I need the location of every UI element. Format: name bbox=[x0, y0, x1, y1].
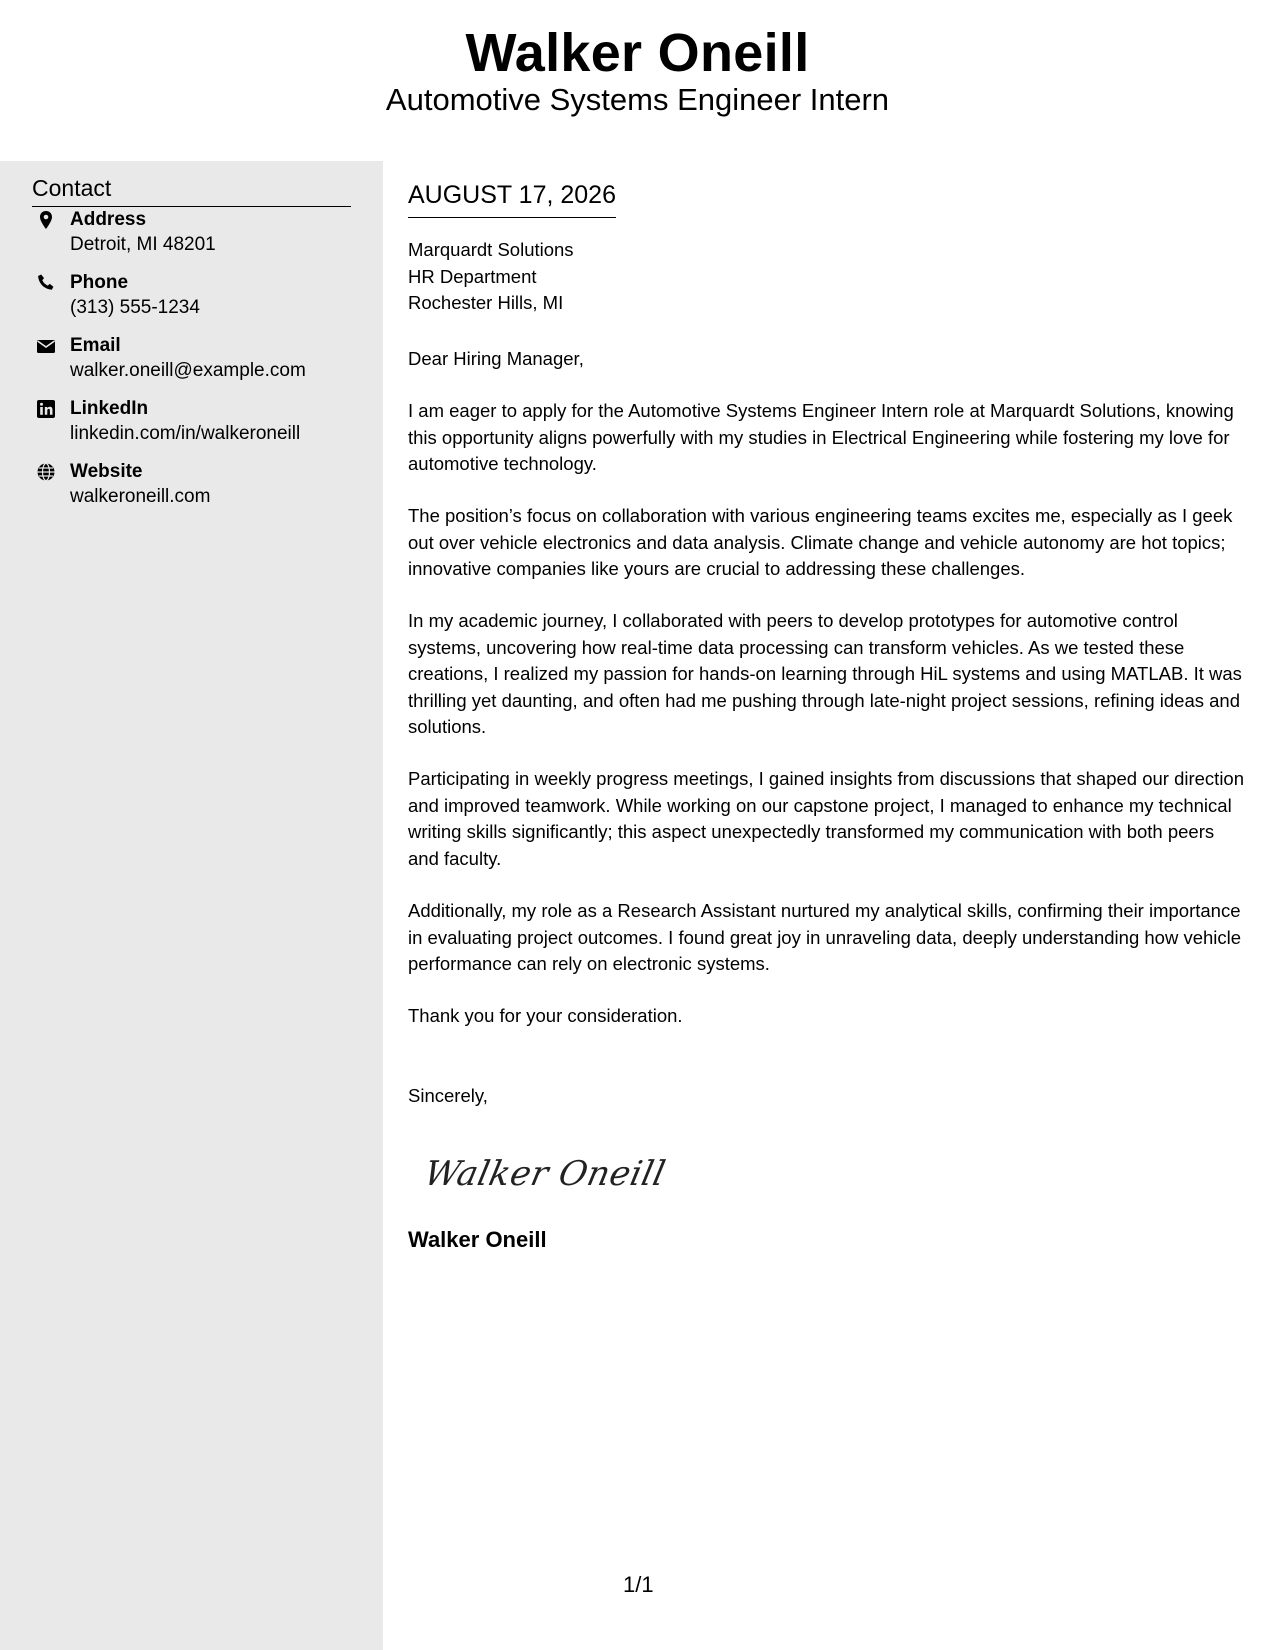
paragraph: The position’s focus on collaboration with various engineering teams excites me, especially as I geek out over vehicle electronics and data analysis. Climate change and vehicle autonomy are hot topics; innovative companies like yours are crucial to addressing these challenges. bbox=[408, 505, 1233, 579]
contact-value[interactable]: walkeroneill.com bbox=[70, 486, 211, 507]
map-pin-icon bbox=[36, 210, 56, 230]
recipient-line: Marquardt Solutions bbox=[408, 239, 574, 260]
salutation: Dear Hiring Manager, bbox=[408, 348, 584, 369]
contact-value: Detroit, MI 48201 bbox=[70, 234, 216, 255]
closing: Sincerely, bbox=[408, 1085, 488, 1106]
letter-header bbox=[0, 0, 1275, 160]
recipient-block bbox=[408, 237, 574, 317]
contact-label: Website bbox=[70, 461, 143, 482]
letter-date: AUGUST 17, 2026 bbox=[408, 181, 616, 218]
contact-value: (313) 555-1234 bbox=[70, 297, 200, 318]
svg-text:Walker Oneill: Walker Oneill bbox=[428, 1154, 668, 1194]
paragraph: In my academic journey, I collaborated with peers to develop prototypes for automotive control systems, uncovering how real-time data processing can transform vehicles. As we tested these creations, I realized my passion for hands-on learning through HiL systems and using MATLAB. It was thrilling yet daunting, and often had me pushing through late-night project sessions, refining ideas and solutions. bbox=[408, 610, 1242, 737]
handwritten-signature bbox=[428, 1141, 668, 1201]
recipient-line: Rochester Hills, MI bbox=[408, 292, 564, 313]
applicant-role: Automotive Systems Engineer Intern bbox=[385, 82, 890, 117]
signed-name: Walker Oneill bbox=[408, 1227, 547, 1252]
paragraph: I am eager to apply for the Automotive Systems Engineer Intern role at Marquardt Solutions, knowing this opportunity aligns powerfully with my studies in Electrical Engineering while fostering my love for automotive technology. bbox=[408, 400, 1234, 474]
paragraph: Participating in weekly progress meetings, I gained insights from discussions that shaped our direction and improved teamwork. While working on our capstone project, I managed to enhance my technical writing skills significantly; this aspect unexpectedly transformed my communication with both peers and faculty. bbox=[408, 768, 1245, 869]
recipient-line: HR Department bbox=[408, 265, 537, 287]
contact-label: Phone bbox=[70, 272, 129, 293]
contact-value: walker.oneill@example.com bbox=[70, 360, 306, 381]
contact-value[interactable]: linkedin.com/in/walkeroneill bbox=[70, 423, 301, 444]
linkedin-icon bbox=[36, 399, 56, 419]
phone-icon bbox=[36, 273, 56, 293]
contact-label: LinkedIn bbox=[70, 398, 149, 419]
contact-sidebar bbox=[0, 161, 383, 1650]
paragraph: Thank you for your consideration. bbox=[408, 1005, 683, 1026]
applicant-name: Walker Oneill bbox=[465, 23, 810, 83]
paragraph: Additionally, my role as a Research Assistant nurtured my analytical skills, confirming their importance in evaluating project outcomes. I found great joy in unraveling data, deeply understanding how vehicle performance can rely on electronic systems. bbox=[408, 900, 1242, 974]
envelope-icon bbox=[36, 336, 56, 356]
contact-heading: Contact bbox=[32, 175, 351, 207]
contact-label: Address bbox=[70, 209, 147, 230]
contact-label: Email bbox=[70, 335, 121, 356]
page-number: 1/1 bbox=[623, 1572, 654, 1597]
globe-icon bbox=[36, 462, 56, 482]
